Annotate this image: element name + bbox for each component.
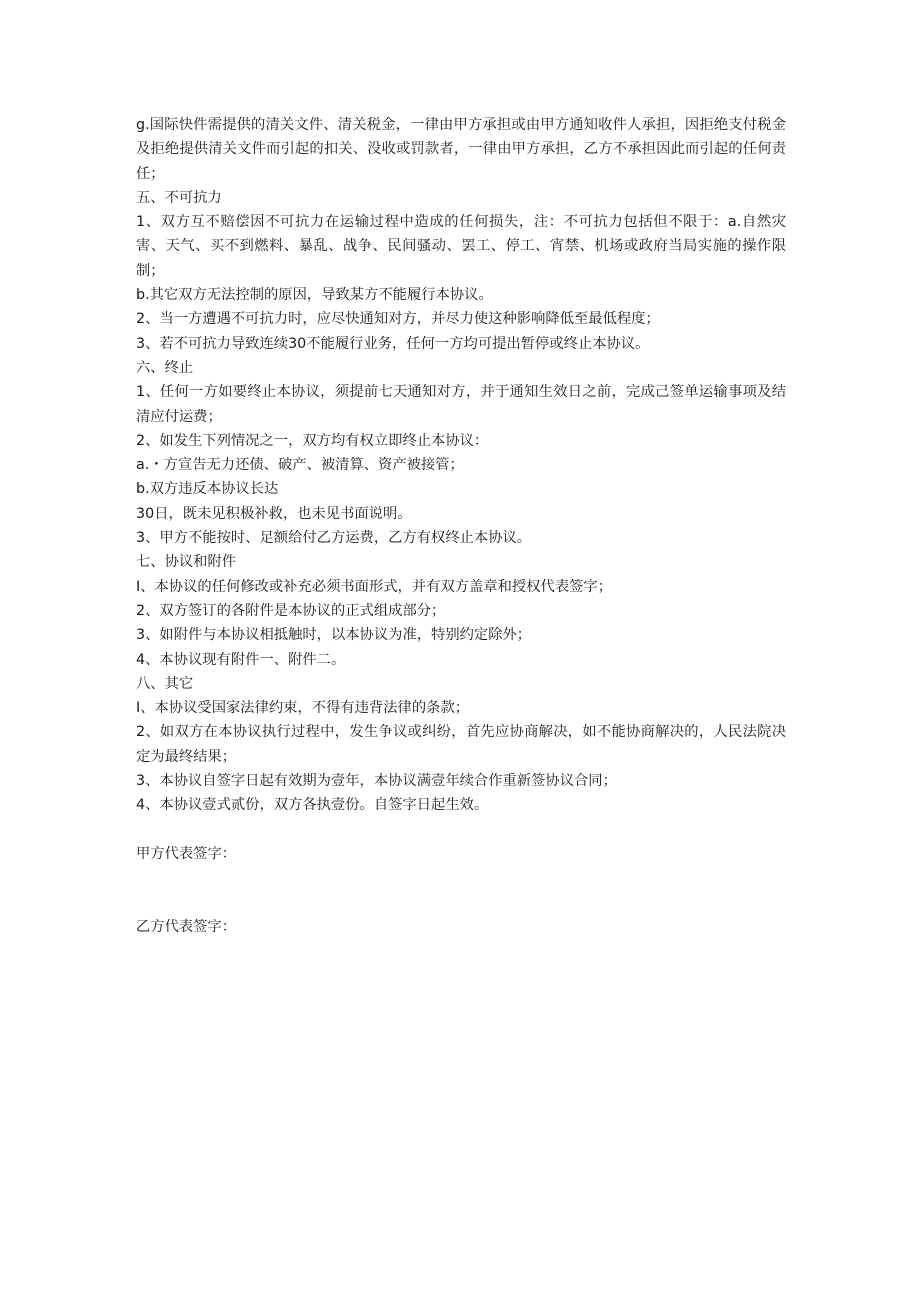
clause-attachments-4: 4、本协议现有附件一、附件二。 [136, 651, 346, 668]
section-heading-attachments: 七、协议和附件 [136, 554, 237, 571]
clause-other-3: 3、本协议自签字日起有效期为壹年，本协议满壹年续合作重新签协议合同； [136, 773, 617, 790]
clause-force-majeure-2: 2、当一方遭遇不可抗力时，应尽快通知对方，并尽力使这种影响降低至最低程度； [136, 311, 660, 328]
section-heading-force-majeure: 五、不可抗力 [136, 189, 222, 206]
clause-termination-3: 3、甲方不能按时、足额给付乙方运费，乙方有权终止本协议。 [136, 530, 532, 547]
section-heading-termination: 六、终止 [136, 359, 194, 376]
clause-force-majeure-1: 1、双方互不赔偿因不可抗力在运输过程中造成的任何损失，注：不可抗力包括但不限于：a.自然灾害、天气、买不到燃料、暴乱、战争、民间骚动、罢工、停工、宵禁、机场或政府当局实施的操作限制； [136, 214, 786, 279]
clause-other-2: 2、如双方在本协议执行过程中，发生争议或纠纷，首先应协商解决，如不能协商解决的，人民法院决定为最终结果； [136, 724, 786, 765]
signature-party-b: 乙方代表签字： [136, 919, 237, 935]
clause-attachments-3: 3、如附件与本协议相抵触时，以本协议为准，特别约定除外； [136, 627, 532, 644]
clause-force-majeure-b: b.其它双方无法控制的原因，导致某方不能履行本协议。 [136, 287, 493, 304]
document-body [136, 113, 786, 818]
clause-attachments-1: I、本协议的任何修改或补充必须书面形式，并有双方盖章和授权代表签字； [136, 578, 613, 595]
signature-party-a: 甲方代表签字： [136, 846, 237, 862]
clause-g-customs: g.国际快件需提供的清关文件、清关税金，一律由甲方承担或由甲方通知收件人承担，因拒绝支付税金及拒绝提供清关文件而引起的扣关、没收或罚款者，一律由甲方承担，乙方不承担因此而引起的任何责任； [136, 117, 786, 182]
clause-termination-2: 2、如发生下列情况之一，双方均有权立即终止本协议： [136, 432, 489, 449]
clause-other-1: I、本协议受国家法律约束，不得有违背法律的条款； [136, 700, 470, 717]
clause-termination-2b-cont: 30日，既未见积极补救，也未见书面说明。 [136, 505, 412, 522]
clause-termination-2a: a.・方宣告无力还债、破产、被清算、资产被接管； [136, 457, 464, 474]
clause-attachments-2: 2、双方签订的各附件是本协议的正式组成部分； [136, 602, 446, 619]
clause-termination-2b: b.双方违反本协议长达 [136, 481, 279, 498]
clause-force-majeure-3: 3、若不可抗力导致连续30不能履行业务，任何一方均可提出暂停或终止本协议。 [136, 335, 650, 352]
section-heading-other: 八、其它 [136, 675, 194, 692]
clause-termination-1: 1、任何一方如要终止本协议，须提前七天通知对方，并于通知生效日之前，完成己签单运输事项及结清应付运费； [136, 384, 786, 425]
clause-other-4: 4、本协议壹式贰份，双方各执壹份。自签字日起生效。 [136, 797, 489, 814]
